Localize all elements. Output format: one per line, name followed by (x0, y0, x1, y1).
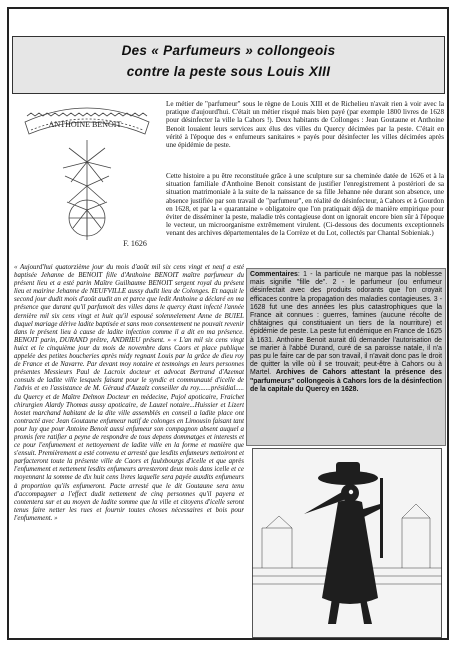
comments-box (246, 268, 446, 446)
title-line-2: contre la peste sous Louis XIII (126, 64, 331, 79)
archive-transcription: « Aujourd'hui quatorzième jour du mois d'août mil six cens vingt et neuf a esté baptisée Jehanne de BENOIT fille d'Anthoine BENOIT maître parfumeur du présent lieu et a esté parin Maître Guilhaume BENOIT sergent royal du présent lieu et mairine Jehanne de NEUFVILLE aussy dudit lieu de Colonges. Et naquit le second jour dudit mois d'août audit an et parce que ledit Anthoine a déclaré en ma présence que durant qu'il parfumoit des villes dans le quercy étant infecté l'année dernière mil six cens vingt et huit qu'il espousé solennelement Anne de BUIEL duquel mariage dérive ladite baptisée et sans mon consentement ne pouvait revenir dans le présent lieu à cause de ladite infection comme il a dit en ma présence. BENOIT parin, DURAND prêtre, ANDRIEU présent. » « L'an mil six cens vingt huict et le cinquième jour du mois de novembre dans Caors et place publique appelée des petites boucheries après midy regnant Louis par la grâce de dieu roy de France et de Navarre. Par devant moy notaire et tesmoings en leurs personnes présentes Messieurs Paul de Lacroix docteur et advocat Bertrand d'Azemat consuls de ladite ville lesquels faisant pour le syndic et communauté d'icelle de l'advis et en l'assistance de M. Géraud d'Auzalz conseiller du roy.......présidial..... du Quercy et de Maître Delmon Docteur en médecine, Pujol apoticaire, Fraichet chirurgien Alardy Thomas aussy apoticaire, de Lauzel notaire...Huissier et Lizert hostet marchand habitant de la dite ville assemblés en conseil a ladite place ont contracté avec Jean Goutaune enfumeur natif de colonges en Limousin faisant tant pour luy que pour Antoine Benoit aussi enfumeur son compagnon absent auquel a promis fere ratifier a peyne de respondre de tous depens dommatges et interests et ce pour l'enfumement et nettoyement de ladite ville en la forme et manière que s'ensuit. Premièrement a esté convenu et arresté que lesdits enfumeurs nettoiront et parfacteront toute la présente ville de Caors et faulxbourgs d'icelle et que après l'enfumement et nettement lesdits enfumeurs arresteront deux mois dans icelle et ce moyennant la somme de dix huit cens livres laquelle sera payée auxdits enfumeurs à proportion qu'ils enfumeront. Pacte arresté que le dit Goutaune sera tenu d'accompagner a l'effect dudit nettement de cinq personnes qu'il payera et contentera sur et au moyen de ladite somme que la ville et citoyens d'icelle seront tenus faire netter les rues et fournir toutes choses nécessaires et bois pour l'enfumement. » (14, 264, 244, 522)
sculpture-date: F. 1626 (123, 239, 147, 248)
intro-paragraph-1: Le métier de "parfumeur" sous le règne de Louis XIII et de Richelieu n'avait rien à voir avec la pratique d'aujourd'hui. C'était un métier risqué mais bien payé (par exemple 1800 livres de 1628 pour désinfecter la ville la Cahors !). Deux habitants de Collonges : Jean Goutaune et Anthoine Benoit louaient leurs services aux élus des villes du Quercy décimées par la peste. C'était en vérité à l'époque des « enfumeurs sanitaires » payés pour désinfecter les villes décimées après une épidémie de peste. (166, 100, 444, 150)
chimney-sculpture-image (17, 100, 157, 250)
intro-paragraph-2: Cette histoire a pu être reconstituée grâce à une sculpture sur sa cheminée datée de 1626 et à la situation familiale d'Anthoine Benoit consistant de justifier l'enregistrement à postériori de sa situation matrimoniale à la suite de la naissance de sa fille Jehanne née durant son absence, une absence justifiée par son travail de "parfumeur", en réalité de désinfecteur, à Cahors et à Gourdon en 1628, et par la « quarantaine » obligatoire que l'on pratiquait déjà de manière empirique pour éviter de disséminer la peste, maladie très contagieuse dont on ignorait encore bien sûr à l'époque le vecteur, un microorganisme extrêmement virulent. (Ci-dessous des documents exceptionnels venant des archives départementales de la Corrèze et du Lot, collectés par Chantal Sobieniak.) (166, 172, 444, 238)
title-banner (12, 36, 445, 94)
title-line-1: Des « Parfumeurs » collongeois (121, 43, 336, 58)
archives-caption: Archives de Cahors attestant la présence des "parfumeurs" collongeois à Cahors lors de la désinfection de la capitale du Quercy en 1628. (250, 369, 442, 393)
sculpture-inscription: ANTHOINE BENOIT (48, 120, 122, 129)
comments-text: : 1 - la particule ne marque pas la noblesse mais signifie "fille de". 2 - le parfumeur (ou enfumeur désinfectait avec des produits odorants que l'on croyait efficaces contre la propagation des maladies contagieuses. 3 - 1628 fut une des années les plus catastrophiques que la France ait connues : guerres, famines (aucune récolte de châtaignes qui constituaient un tiers de la nourriture) et épidémie de peste. La peste fut endémique en France de 1625 à 1631. Anthoine Benoit aurait dû demander l'autorisation de se marier à l'abbé Durand, curé de sa paroisse natale, il n'a pas pu le faire car de par son travail, il n'avait donc pas le droit de quitter la ville où il se trouvait; peut-être à Cahors ou à Martel. (250, 271, 442, 377)
plague-doctor-engraving (252, 448, 442, 638)
comments-label: Commentaires (250, 271, 298, 278)
